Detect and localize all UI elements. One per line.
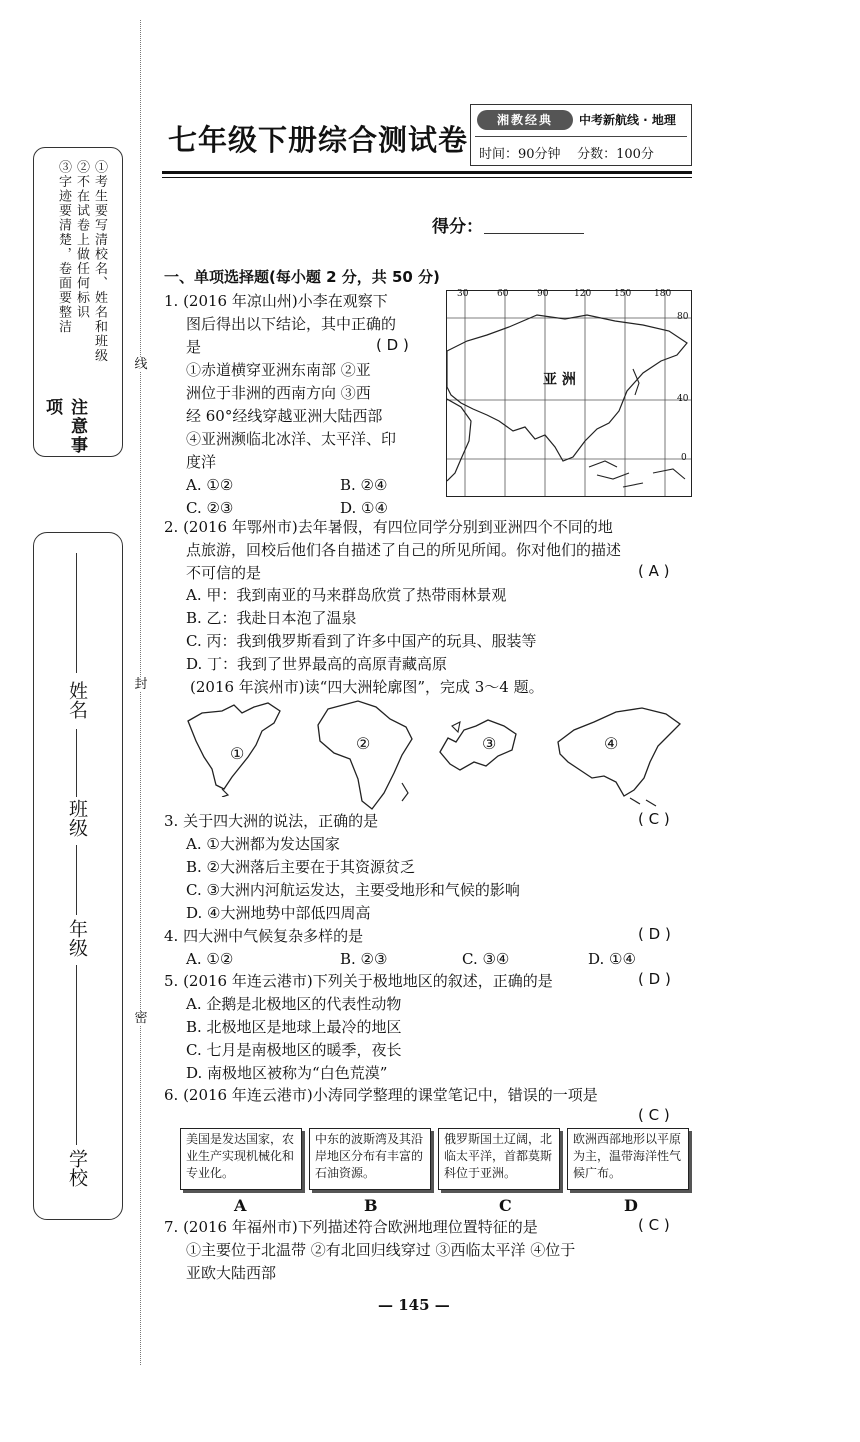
exam-time: 时间：90分钟 [479,147,561,162]
q1-answer: ( D ) [376,336,409,354]
q2-answer: ( A ) [638,562,670,580]
map-lat-tick-40: 40 [677,394,689,404]
page-number: — 145 — [378,1296,450,1314]
map-lat-tick-80: 80 [677,312,689,322]
notice-item-1: ①考生要写清校名、姓名和班级 [92,160,107,363]
q5-option-b: B. 北极地区是地球上最冷的地区 [186,1018,402,1036]
score-label: 得分： [432,217,483,237]
badge-divider [475,136,687,137]
q1-option-a: A. ①② [186,476,234,494]
map-lon-tick-120: 120 [574,289,592,299]
q4-option-a: A. ①② [186,950,234,968]
contour-label-4: ④ [604,734,619,753]
note-card-a: 美国是发达国家，农业生产实现机械化和专业化。 [180,1128,302,1190]
continent-outline-2 [314,697,424,817]
map-lon-tick-150: 150 [614,289,632,299]
note-card-c: 俄罗斯国土辽阔，北临太平洋，首都莫斯科位于亚洲。 [438,1128,560,1190]
q1-option-b: B. ②④ [340,476,388,494]
q2-option-b: B. 乙：我赴日本泡了温泉 [186,609,357,627]
score-blank[interactable] [484,233,584,234]
q3-option-d: D. ④大洲地势中部低四周高 [186,904,371,922]
q7-line: 7. (2016 年福州市)下列描述符合欧洲地理位置特征的是 [164,1218,538,1236]
header-rule-thick [162,171,692,174]
notice-title: 注意事项 [42,398,87,455]
series-badge [470,104,692,166]
map-lon-tick-180: 180 [654,289,672,299]
contour-label-2: ② [356,734,371,753]
q2-option-c: C. 丙：我到俄罗斯看到了许多中国产的玩具、服装等 [186,632,537,650]
q2-option-a: A. 甲：我到南亚的马来群岛欣赏了热带雨林景观 [186,586,507,604]
q3-line: 3. 关于四大洲的说法，正确的是 [164,812,379,830]
q6-answer: ( C ) [638,1106,670,1124]
note-card-b-letter: B [364,1196,378,1215]
binding-dotted-line [140,20,141,1365]
seal-mark-seal: 封 [134,677,148,692]
q2-line-2: 点旅游，回校后他们各自描述了自己的所见所闻。你对他们的描述 [186,541,622,559]
note-card-d: 欧洲西部地形以平原为主，温带海洋性气候广布。 [567,1128,689,1190]
q7-answer: ( C ) [638,1216,670,1234]
field-name-label: 姓名 [66,681,88,719]
note-card-b: 中东的波斯湾及其沿岸地区分布有丰富的石油资源。 [309,1128,431,1190]
q1-stmt-1: ①赤道横穿亚洲东南部 ②亚 [186,361,371,379]
student-info-box [33,532,123,1220]
contour-label-1: ① [230,744,245,763]
page-title: 七年级下册综合测试卷 [168,123,469,157]
q34-intro: (2016 年滨州市)读“四大洲轮廓图”，完成 3～4 题。 [190,678,544,696]
field-school-label: 学校 [66,1149,88,1187]
q4-answer: ( D ) [638,925,671,943]
continent-outline-3 [434,716,524,776]
contour-label-3: ③ [482,734,497,753]
asia-map-graphic [447,291,691,496]
q5-line: 5. (2016 年连云港市)下列关于极地地区的叙述，正确的是 [164,972,553,990]
note-card-c-letter: C [499,1196,512,1215]
class-blank[interactable] [76,729,77,797]
q1-line-3: 是 [186,338,202,356]
notice-item-2: ②不在试卷上做任何标识 [74,160,89,320]
map-lon-tick-60: 60 [497,289,509,299]
notice-item-3: ③字迹要清楚，卷面要整洁 [56,160,71,334]
notice-box [33,147,123,457]
q1-option-c: C. ②③ [186,499,234,517]
map-label-asia: 亚 洲 [543,372,576,388]
q7-stmt-2: 亚欧大陆西部 [186,1264,277,1282]
q3-option-a: A. ①大洲都为发达国家 [186,835,340,853]
q4-option-c: C. ③④ [462,950,510,968]
map-lat-tick-0: 0 [681,453,687,463]
name-blank[interactable] [76,553,77,673]
field-class-label: 班级 [66,799,88,837]
q5-answer: ( D ) [638,970,671,988]
q3-option-b: B. ②大洲落后主要在于其资源贫乏 [186,858,416,876]
q1-line-1: 1. (2016 年凉山州)小李在观察下 [164,292,388,310]
section-title: 一、单项选择题(每小题 2 分，共 50 分) [164,268,440,286]
q2-line-1: 2. (2016 年鄂州市)去年暑假，有四位同学分别到亚洲四个不同的地 [164,518,613,536]
map-lon-tick-30: 30 [457,289,469,299]
q1-stmt-4: ④亚洲濒临北冰洋、太平洋、印 [186,430,397,448]
q3-answer: ( C ) [638,810,670,828]
q6-line: 6. (2016 年连云港市)小涛同学整理的课堂笔记中，错误的一项是 [164,1086,598,1104]
badge-tag: 中考新航线 · 地理 [579,113,676,127]
note-card-d-letter: D [624,1196,638,1215]
q2-line-3: 不可信的是 [186,564,262,582]
school-blank[interactable] [76,965,77,1145]
q5-option-a: A. 企鹅是北极地区的代表性动物 [186,995,402,1013]
q2-option-d: D. 丁：我到了世界最高的高原青藏高原 [186,655,448,673]
q3-option-c: C. ③大洲内河航运发达，主要受地形和气候的影响 [186,881,520,899]
seal-mark-secret: 密 [134,1011,148,1026]
seal-mark-line: 线 [134,357,148,372]
badge-brand: 湘教经典 [477,110,573,130]
q4-option-d: D. ①④ [588,950,636,968]
q4-line: 4. 四大洲中气候复杂多样的是 [164,927,364,945]
badge-meta [479,143,654,162]
q1-stmt-2: 洲位于非洲的西南方向 ③西 [186,384,371,402]
continent-outline-4 [554,700,684,810]
q1-option-d: D. ①④ [340,499,388,517]
exam-marks: 分数：100分 [577,147,654,162]
q5-option-c: C. 七月是南极地区的暖季，夜长 [186,1041,402,1059]
q1-stmt-3: 经 60°经线穿越亚洲大陆西部 [186,407,383,425]
q4-option-b: B. ②③ [340,950,388,968]
grade-blank[interactable] [76,845,77,915]
header-rule-thin [162,177,692,178]
note-card-a-letter: A [234,1196,247,1215]
q1-stmt-5: 度洋 [186,453,217,471]
q5-option-d: D. 南极地区被称为“白色荒漠” [186,1064,388,1082]
asia-map [446,290,692,497]
q7-stmt-1: ①主要位于北温带 ②有北回归线穿过 ③西临太平洋 ④位于 [186,1241,576,1259]
map-lon-tick-90: 90 [537,289,549,299]
q1-line-2: 图后得出以下结论，其中正确的 [186,315,397,333]
field-grade-label: 年级 [66,919,88,957]
